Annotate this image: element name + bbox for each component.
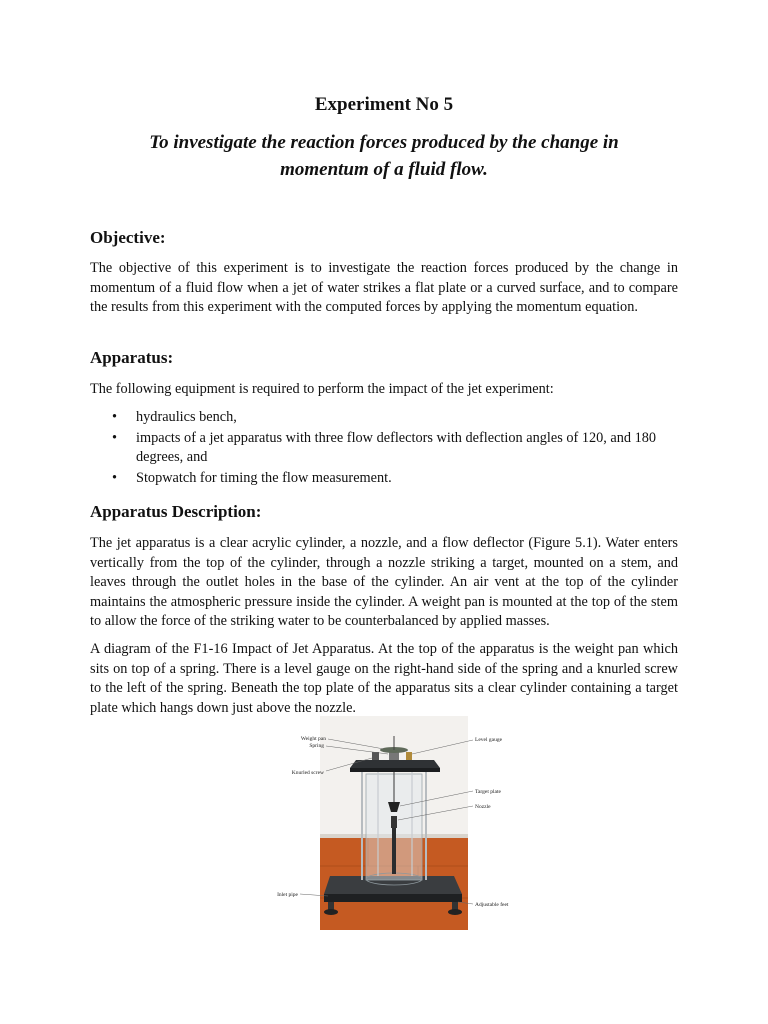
label-target-plate: Target plate bbox=[475, 789, 501, 795]
apparatus-heading: Apparatus: bbox=[90, 348, 174, 367]
apparatus-intro: The following equipment is required to perform the impact of the jet experiment: bbox=[90, 381, 554, 397]
list-item: • hydraulics bench, bbox=[90, 408, 678, 428]
label-inlet-pipe: Inlet pipe bbox=[277, 892, 298, 898]
nozzle bbox=[391, 816, 397, 828]
label-knurled-screw: Knurled screw bbox=[291, 770, 324, 776]
label-weight-pan: Weight pan bbox=[300, 736, 326, 742]
label-spring: Spring bbox=[309, 743, 324, 749]
adjustable-foot bbox=[324, 909, 338, 915]
page-title: Experiment No 5 bbox=[314, 94, 454, 115]
adjustable-foot bbox=[448, 909, 462, 915]
label-nozzle: Nozzle bbox=[475, 804, 491, 810]
description-paragraph-2: A diagram of the F1-16 Impact of Jet Apparatus. At the top of the apparatus is the weight pan which sits on top of a spring. There is a level gauge on the right-hand side of the spring and a knurled screw to the left of the spring. Beneath the top plate of the apparatus sits a clear cylinder containing a target plate which hangs down just above the nozzle. bbox=[90, 641, 678, 716]
objective-heading: Objective: bbox=[90, 228, 166, 247]
list-item: • Stopwatch for timing the flow measurement. bbox=[90, 469, 678, 489]
inlet-pipe-vertical bbox=[392, 828, 396, 874]
figure-jet-apparatus bbox=[268, 716, 516, 930]
objective-text: The objective of this experiment is to investigate the reaction forces produced by the change in momentum of a fluid flow when a jet of water strikes a flat plate or a curved surface, and to compare the results from this experiment with the computed forces by applying the momentum equation. bbox=[90, 260, 678, 315]
knurled-screw bbox=[372, 752, 379, 760]
equipment-list bbox=[90, 408, 678, 489]
label-adjustable-feet: Adjustable feet bbox=[475, 902, 509, 908]
description-paragraph-1: The jet apparatus is a clear acrylic cylinder, a nozzle, and a flow deflector (Figure 5.1). Water enters vertically from the top of the cylinder, through a nozzle striking a target, mounted on a stem, and leaves through the outlet holes in the base of the cylinder. An air vent at the top of the cylinder maintains the atmospheric pressure inside the cylinder. A weight pan is mounted at the top of the stem to allow the force of the striking water to be counterbalanced by applied masses. bbox=[90, 535, 678, 629]
list-item: • impacts of a jet apparatus with three flow deflectors with deflection angles of 120, and 180 degrees, and bbox=[90, 429, 678, 468]
description-heading: Apparatus Description: bbox=[90, 502, 262, 521]
top-plate bbox=[350, 760, 440, 768]
level-gauge bbox=[406, 752, 412, 760]
apparatus-photo bbox=[268, 716, 516, 930]
page-subtitle: To investigate the reaction forces produced by the change in momentum of a fluid flow. bbox=[149, 132, 619, 180]
label-level-gauge: Level gauge bbox=[475, 737, 503, 743]
